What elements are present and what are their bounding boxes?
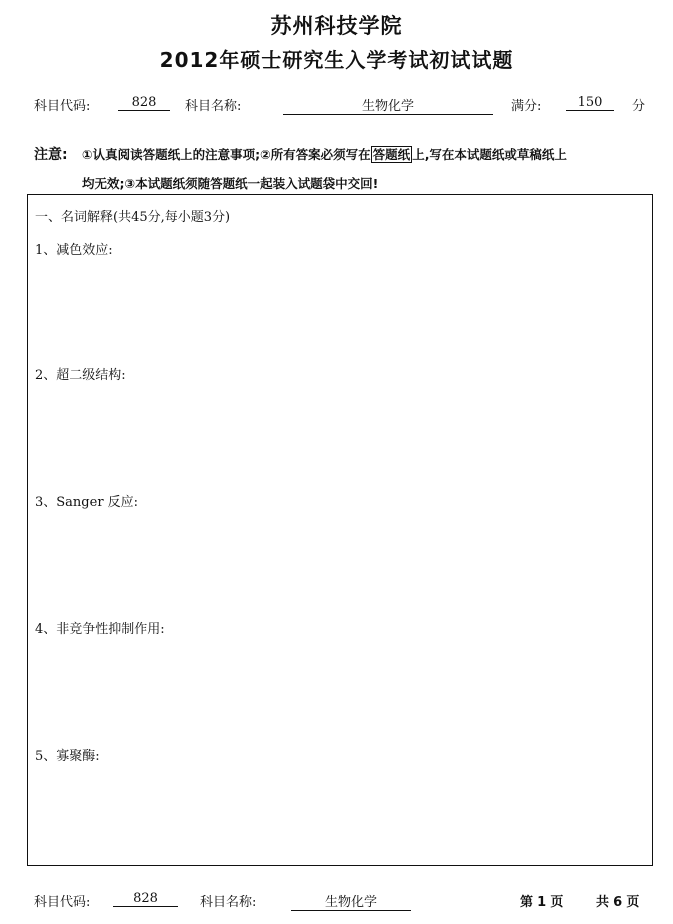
question-5: 5、寡聚酶: [35, 749, 100, 764]
question-2: 2、超二级结构: [35, 368, 126, 383]
total-pages [596, 891, 639, 910]
footer-name-label: 科目名称: [200, 895, 257, 910]
subject-name: 生物化学 [283, 95, 493, 115]
subject-code: 828 [118, 95, 170, 111]
notice-line-1 [82, 145, 567, 163]
subject-name-label: 科目名称: [185, 99, 242, 114]
footer-code: 828 [113, 891, 178, 907]
notice-line-1-part-a: ①认真阅读答题纸上的注意事项;②所有答案必须写在 [82, 147, 371, 162]
total-prefix: 共 [596, 895, 610, 910]
score-value: 150 [566, 95, 614, 111]
page-indicator [520, 891, 563, 910]
page-suffix: 页 [550, 895, 564, 910]
notice-label: 注意: [34, 147, 68, 163]
total-suffix: 页 [626, 895, 640, 910]
question-3: 3、Sanger 反应: [35, 495, 139, 510]
score-label: 满分: [511, 99, 542, 114]
question-1: 1、减色效应: [35, 243, 113, 258]
subject-code-label: 科目代码: [34, 99, 91, 114]
exam-title: 2012年硕士研究生入学考试初试试题 [159, 48, 514, 72]
page-prefix: 第 [520, 895, 534, 910]
notice-line-2: 均无效;③本试题纸须随答题纸一起装入试题袋中交回! [82, 176, 379, 191]
question-frame [27, 194, 653, 866]
notice-boxed-answer-sheet: 答题纸 [372, 147, 411, 162]
page-number: 1 [537, 895, 547, 910]
footer-code-label: 科目代码: [34, 895, 91, 910]
footer-name: 生物化学 [291, 891, 411, 911]
notice-line-1-part-b: 上,写在本试题纸或草稿纸上 [412, 147, 567, 162]
question-4: 4、非竞争性抑制作用: [35, 622, 165, 637]
score-unit: 分 [632, 99, 646, 114]
school-name: 苏州科技学院 [270, 14, 403, 38]
section-heading: 一、名词解释(共45分,每小题3分) [35, 210, 231, 225]
total-number: 6 [613, 895, 623, 910]
